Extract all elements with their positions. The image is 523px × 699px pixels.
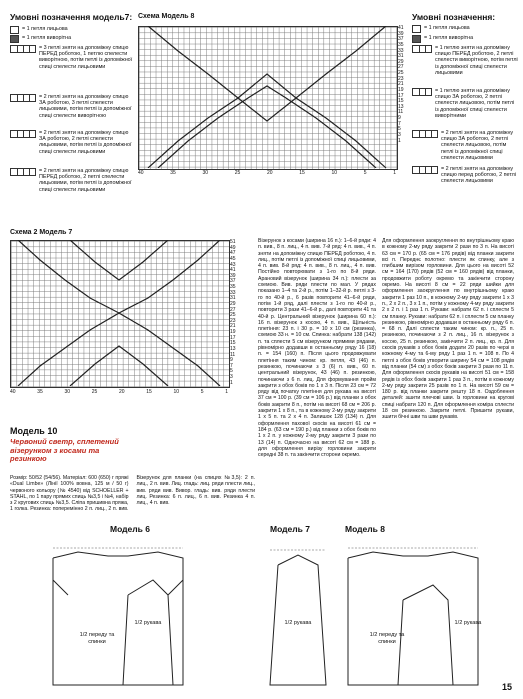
cable-symbol-icon [412, 130, 438, 138]
diagram-half-front-back-m8: 1/2 переду та спинки [369, 632, 405, 645]
cable-symbol-icon [412, 45, 432, 53]
legend-left-item-cable4: = 2 петлі зняти на допоміжну спицю ПЕРЕД роботою, 2 петлі спелести лицьовими, потім петлі із допоміжної спиці спелести лицьовими [10, 168, 135, 193]
cable-symbol-icon [10, 45, 36, 53]
diagram-half-sleeve-m6: 1/2 рукава [134, 620, 162, 626]
schema8-label: Схема Модель 8 [138, 13, 195, 20]
cable-symbol-icon [10, 168, 36, 176]
legend-left-item-cable2: = 2 петлі зняти на допоміжну спицю ЗА роботою, 3 петлі спелести лицьовими, потім петлі із допоміжної спиці спелести виворітною [10, 94, 135, 119]
knit-symbol-icon [10, 26, 19, 34]
legend-left-item-purl: = 1 петля виворітна [10, 35, 71, 43]
cable-symbol-icon [412, 88, 432, 96]
garment-schematics [8, 540, 488, 690]
instructions-column-1: Візерунок з косами (ширина 16 п.): 1–6-й ряди: 4 п. вив., 8 п. лиц., 4 п. вив. 7-й ряд: 4 п. вив., 4 п. зняти на допоміжну спицю ПЕРЕД роботою, 4 п. лиц., потім петлі із допоміжної спиці лицьовими, 4 п. вив. 8-й ряд: 4 п. вив., 8 п. лиц., 4 п. вив. Постійно повторювати з 1-го по 8-й ряди. Арановий візерунок (ширина 34 п.): плести за схемою. Вив. ряди плести по мал. У рядах показано 1–4 та 2-й р., потім 1–32-й р. петлі з 3-го по 40-й р., 6 разів повторити 41–6-й ряди, потім 1-й ряд, далі плести з 1-го по 40-й р., повторити 3 рази 41–6-й р., далі повторити 41 та 40-й р. Центральний візерунок (ширина 60 п.): 16 п. візерунок з косою, 4 п. вив., Щільність плетіння: 23 п. і 30 р. = 10 х 10 см (резинка), схемою 33 н. = 10 см. Спинка: набрати 138 (142) п. та сплести 5 см візерунком прямими рядами, рівномірно додавши в останньому ряду 16 (18) п. = 154 (160) п. Після цього продовжувати плетіння таким чином: кр. петля, 43 (46) п. резинкою, починаючи з 3 (6) п. вив., 60 п. центральний візерунок, 43 (46) п. резинкою, починаючи з 6 п. лиц. Для формування пройм закрити з обох боків по 1 х 3 п. Після 23 см = 72 ряду від початку плетіння для рукава на висоті 37 см = 100 р. (39 см = 106 р.) від планки з обох боків закрити 8 п., потім на висоті 68 см = 206 р. закрити 1 х 8 п., та в кожному 2-му ряду закрити 1 х 5 п. та 2 х 4 п. Залишок 128 (134) п. Для оформлення пахової скосів на висоті 61 см = 184 р. (63 см = 190 р.) від планки з обох боків по 1 х 2 п. у кожному 2-му ряду закрити 3 рази по 13 (14) п. Одночасно на висоті 62 см = 188 р. для оформлення вирізу горловини закрити середні 38 п. та закінчити сторони окремо. [258, 238, 376, 459]
legend-right-item-purl: = 1 петля виворітна [412, 35, 518, 43]
legend-right [412, 12, 518, 202]
model10-subtitle: Червоний светр, сплетений візерунком з косами та резинкою [10, 437, 119, 463]
legend-left-title: Умовні позначення модель7: [10, 12, 133, 22]
diagram-half-sleeve-m7: 1/2 рукава [284, 620, 312, 626]
purl-symbol-icon [10, 35, 19, 43]
purl-symbol-icon [412, 35, 421, 43]
legend-right-item-cable3: = 2 петлі зняти на допоміжну спицю ЗА роботою, 2 петлі спелести лицьовою, потім петлі із допоміжної спиці спелести лицьовими [412, 130, 518, 161]
legend-right-item-knit: = 1 петля лицьова [412, 25, 518, 33]
schema2-col-numbers: 40 35 30 25 20 15 10 5 1 [10, 389, 228, 395]
page-number: 15 [502, 682, 513, 692]
legend-left-item-knit: = 1 петля лицьова [10, 26, 68, 34]
legend-right-item-cable2: = 1 петлю зняти на допоміжну спицю ЗА роботою, 2 петлі спелести лицьовою, потім петлі із допоміжної спиці спелести виворітними [412, 88, 518, 119]
schema8-col-numbers: 40 35 30 25 20 15 10 5 1 [138, 170, 396, 176]
instructions-column-2: Для оформлення заокруглення по внутрішньому краю в кожному 2-му ряду закрити 2 рази по 3 п. На висоті 63 см = 170 р. (65 см = 176 рядів) від планки закрити всі п. Переднє полотно: плести як спинку, але з глибшим вирізом горловини. Для цього на висоті 52 см = 164 (170) рядів (52 см = 160 рядів) від планки, продовжити роботу окремо та закінчити сторону окремо. На висоті 8 см = 22 ряди шийки для оформлення заокруглення по внутрішньому краю закрити 1 раз 10 п., в кожному 2-му ряду закрити 1 х 3 п., 2 х 2 п., 3 х 1 п., потім у кожному 4-му ряду закрити 2 х 2 п. і 1 раз 1 п. Рукави: набрати 62 п. і сплести 5 см планку. Рукави: набрати 62 п. і сплести 5 см планку резинкою, рівномірно додавши в останньому ряду 6 п. = 68 п. Далі сплести таким чином: кр. п., 25 п. резинкою, починаючи з 2 п. лиц., 16 п. візерунок з косою, 25 п. резинкою, закінчити 2 п. лиц., кр. п. Для скосів рукавів з обох боків додати 20 разів по черзі в кожному 4-му та 6-му ряду 1 раз 1 п. = 108 п. По 4 петлі з обох боків утворити ширину 54 см = 108 рядів від планки (54 см) з обох боків закрити 3 рази по 11 п. Для оформлення скосів рукавів на висоті 51 см = 158 рядів із обох боків закрити 1 раз 3 п., потім в кожному 2-му ряду закрити 25 разів по 1 п. На висоті 59 см = 180 р. від планки закрити решту 18 п. Оздоблення деталей: зшити плечові шви. Із горловини на кругові спиці набрати 120 п. Для оформлення коміра сплести 18 см резинкою. Закрити петлі. Пришити рукави, зшити бічні шви та шви рукавів. [382, 238, 514, 421]
legend-right-item-cable1: = 1 петлю зняти на допоміжну спицю ПЕРЕД роботою, 2 петлі спелести виворітною, потім петлі із допоміжної спиці спелести лицьовими [412, 45, 518, 76]
diagram-label-model8: Модель 8 [345, 524, 385, 534]
legend-left-item-cable1: = 3 петлі зняти на допоміжну спицю ПЕРЕД роботою, 1 петлю спелести виворітною, потім петлі із допоміжної спиці спелести лицьовими [10, 45, 135, 70]
schema2-cable-pattern [10, 240, 228, 386]
diagram-half-sleeve-m8: 1/2 рукава [454, 620, 482, 626]
legend-right-title: Умовні позначення: [412, 12, 496, 22]
model10-heading: Модель 10 [10, 426, 58, 436]
model10-materials: Розмір: 50/52 (54/56). Матеріал: 600 (650) г пряжі «Dual Limbe» (Лінії 100% вовна, 125 м / 50 г) червоного кольору (№ 4540) від SCHOELLER + STAHL, по 1 пару прямих спиць №3,5 і №4, набір з 2 кругових спиць №3,5. Сліпа пришивна пряжа, 1 голка. Резинка: поперемінно 2 п. лиц., 2 п. вив. Візерунок для планки (на спицях №3,5): 2 п. лиц., 2 п. вив. Лиц. гладь: лиц. ряди плести лиц., вив. ряди вив. Вивор. гладь: вив. ряди плести лиц. Резинка: 6 п. лиц., 6 п. вив. Резинка 4 п. лиц., 4 п. вив. [10, 475, 255, 513]
diagram-label-model7: Модель 7 [270, 524, 310, 534]
schema2-label: Схема 2 Модель 7 [10, 229, 73, 236]
schema8-cable-pattern [138, 26, 396, 168]
cable-symbol-icon [10, 94, 36, 102]
legend-left [10, 12, 135, 217]
diagram-half-front-back-m6: 1/2 переду та спинки [79, 632, 115, 645]
cable-symbol-icon [10, 130, 36, 138]
schema2-row-numbers: 51 49 47 45 43 41 39 37 35 33 31 29 27 25 23 21 19 17 15 13 11 9 7 5 3 1 [230, 239, 236, 386]
legend-left-item-cable3: = 2 петлі зняти на допоміжну спицю ЗА роботою, 2 петлі спелести лицьовими, потім петлі із допоміжної спиці спелести лицьовими [10, 130, 135, 155]
cable-symbol-icon [412, 166, 438, 174]
legend-right-item-cable4: = 2 петлі зняти на допоміжну спицю перед роботою, 2 петлі спелести лицьовими [412, 166, 518, 185]
schema8-row-numbers: 41 39 37 35 33 31 29 27 25 23 21 19 17 15 13 11 9 7 5 3 1 [398, 25, 404, 144]
diagram-label-model6: Модель 6 [110, 524, 150, 534]
knit-symbol-icon [412, 25, 421, 33]
